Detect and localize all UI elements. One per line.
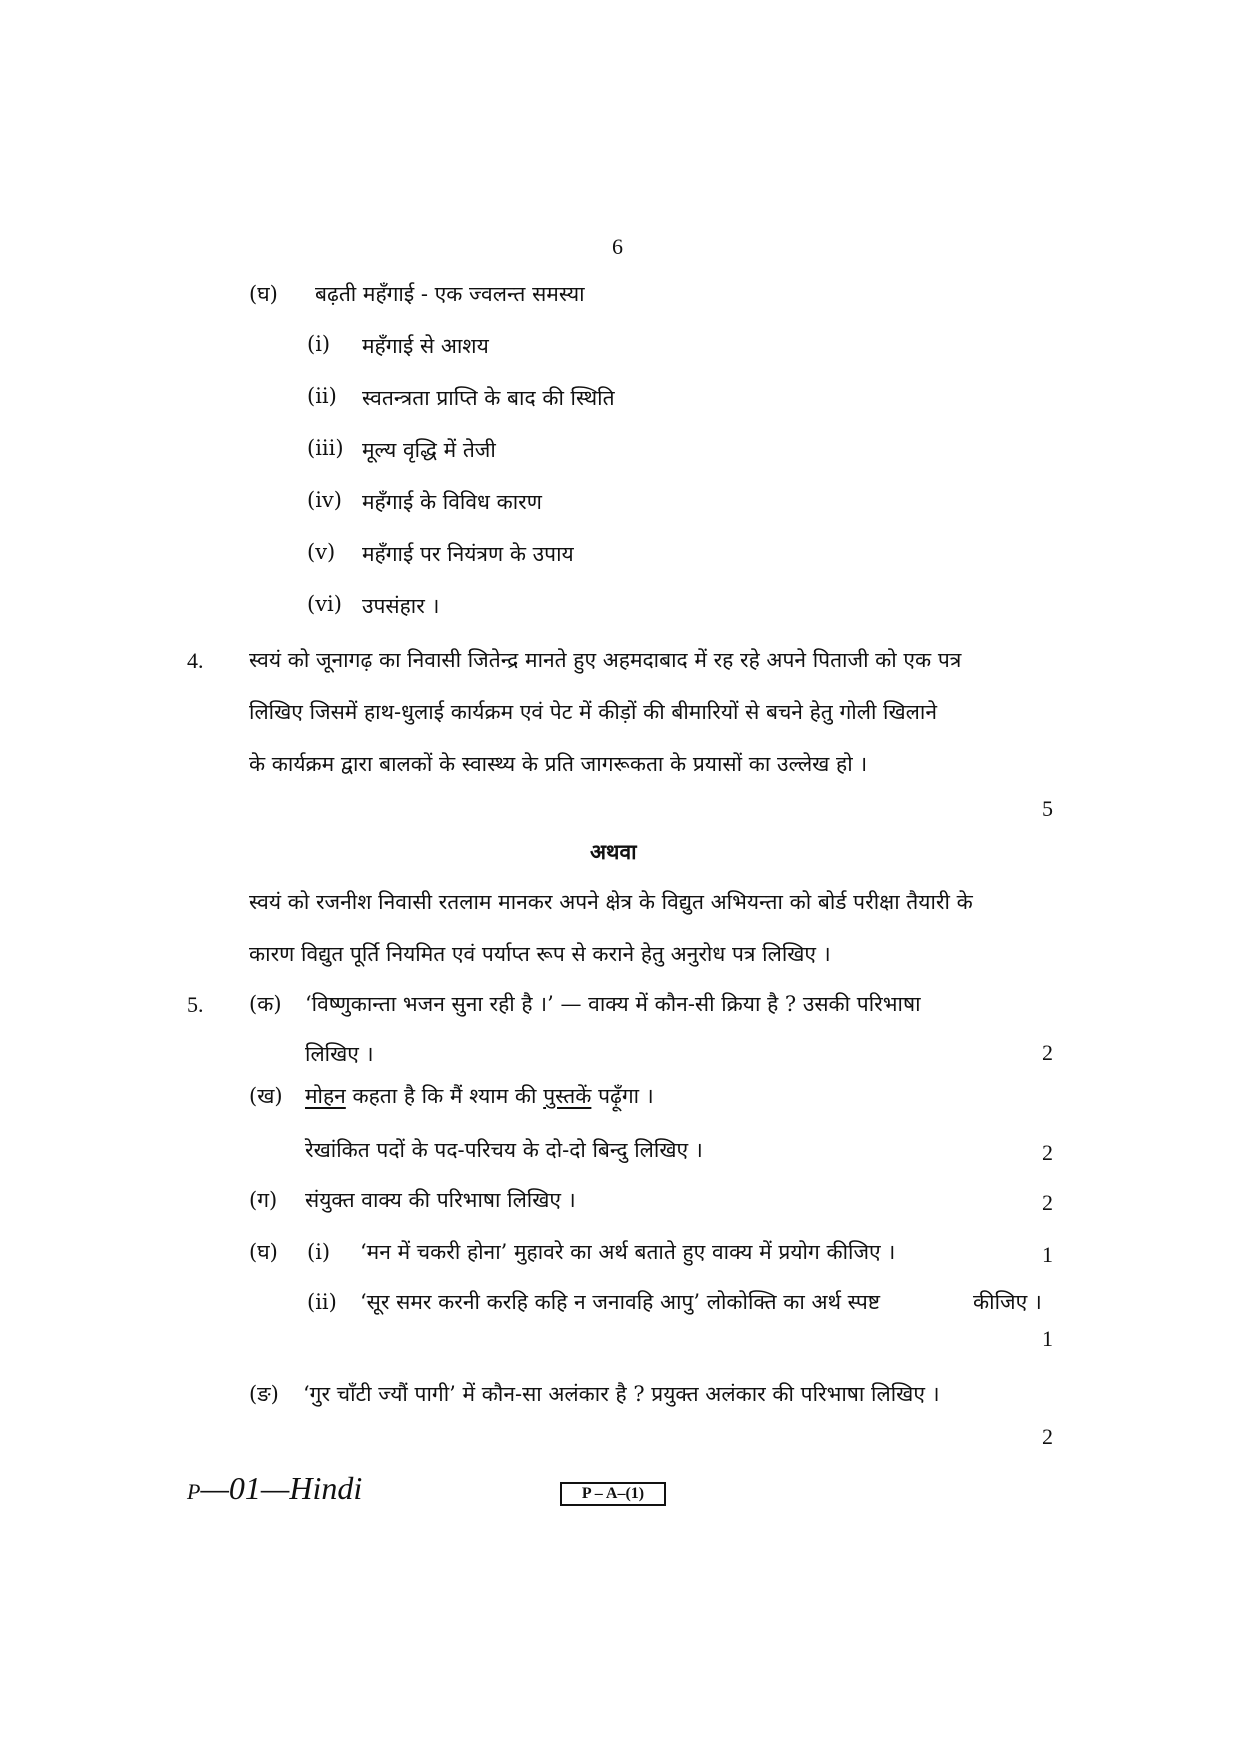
page-number: 6: [612, 234, 623, 259]
underlined-word: पुस्तकें: [543, 1084, 592, 1108]
set-code-box: P – A–(1): [560, 1482, 666, 1506]
q5-gha-ii-text: ‘सूर समर करनी करहि कहि न जनावहि आपु’ लोकोक्ति का अर्थ स्पष्ट: [360, 1290, 881, 1314]
q5-ka-line-1: ‘विष्णुकान्ता भजन सुना रही है ।’ — वाक्य में कौन-सी क्रिया है ? उसकी परिभाषा: [305, 992, 921, 1016]
outline-label: (i): [307, 332, 331, 356]
outline-item: महँगाई पर नियंत्रण के उपाय: [362, 542, 574, 566]
q5-nga-text: ‘गुर चाँटी ज्यौं पागी’ में कौन-सा अलंकार है ? प्रयुक्त अलंकार की परिभाषा लिखिए ।: [303, 1382, 940, 1406]
q5-nga-marks: 2: [1042, 1424, 1053, 1449]
subpart-roman-label: (i): [307, 1240, 331, 1264]
q5-ka-marks: 2: [1042, 1040, 1053, 1065]
paper-code-main: —01—Hindi: [200, 1470, 363, 1506]
outline-label: (ii): [307, 384, 337, 408]
q5-kha-marks: 2: [1042, 1140, 1053, 1165]
q5-gha-ii-end: कीजिए ।: [973, 1290, 1042, 1314]
q5-ga-text: संयुक्त वाक्य की परिभाषा लिखिए ।: [305, 1188, 576, 1212]
outline-item: स्वतन्त्रता प्राप्ति के बाद की स्थिति: [362, 386, 615, 410]
subpart-label: (ङ): [249, 1382, 279, 1406]
question-number: 5.: [187, 992, 204, 1017]
subpart-label: (ख): [249, 1084, 283, 1108]
subpart-label: (क): [249, 992, 282, 1016]
subpart-roman-label: (ii): [307, 1290, 337, 1314]
q4-alt-line-2: कारण विद्युत पूर्ति नियमित एवं पर्याप्त रूप से कराने हेतु अनुरोध पत्र लिखिए ।: [249, 942, 831, 966]
q4-line-2: लिखिए जिसमें हाथ-धुलाई कार्यक्रम एवं पेट में कीड़ों की बीमारियों से बचने हेतु गोली खिलाने: [249, 700, 938, 724]
underlined-word: मोहन: [305, 1084, 346, 1108]
q5-kha-sentence: [305, 1082, 654, 1110]
subpart-label: (घ): [249, 1240, 278, 1264]
outline-item: महँगाई के विविध कारण: [362, 490, 542, 514]
q5-ka-line-2: लिखिए ।: [305, 1042, 374, 1066]
outline-item: उपसंहार ।: [362, 594, 440, 618]
paper-code: [187, 1470, 362, 1507]
q4-alt-line-1: स्वयं को रजनीश निवासी रतलाम मानकर अपने क्षेत्र के विद्युत अभियन्ता को बोर्ड परीक्षा तैयारी के: [249, 890, 973, 914]
q5-gha-i-marks: 1: [1042, 1242, 1053, 1267]
q4-line-1: स्वयं को जूनागढ़ का निवासी जितेन्द्र मानते हुए अहमदाबाद में रह रहे अपने पिताजी को एक पत्र: [249, 648, 962, 672]
essay-title: बढ़ती महँगाई - एक ज्वलन्त समस्या: [315, 282, 585, 306]
or-heading: अथवा: [590, 839, 637, 864]
q5-kha-line-2: रेखांकित पदों के पद-परिचय के दो-दो बिन्दु लिखिए ।: [305, 1138, 703, 1162]
outline-item: महँगाई से आशय: [362, 334, 489, 358]
q5-gha-i-text: ‘मन में चकरी होना’ मुहावरे का अर्थ बताते हुए वाक्य में प्रयोग कीजिए ।: [360, 1240, 896, 1264]
subpart-label: (ग): [249, 1188, 278, 1212]
outline-item: मूल्य वृद्धि में तेजी: [362, 438, 496, 462]
q5-gha-ii-marks: 1: [1042, 1326, 1053, 1351]
outline-label: (v): [307, 540, 336, 564]
question-number: 4.: [187, 648, 204, 673]
outline-label: (iii): [307, 436, 344, 460]
sentence-middle: कहता है कि मैं श्याम की: [345, 1084, 544, 1108]
outline-label: (iv): [307, 488, 342, 512]
q4-line-3: के कार्यक्रम द्वारा बालकों के स्वास्थ्य के प्रति जागरूकता के प्रयासों का उल्लेख हो ।: [249, 752, 868, 776]
sentence-end: पढ़ूँगा ।: [591, 1084, 654, 1108]
outline-label: (vi): [307, 592, 342, 616]
paper-code-prefix: P: [187, 1479, 201, 1504]
q4-marks: 5: [1042, 796, 1053, 821]
q5-ga-marks: 2: [1042, 1190, 1053, 1215]
essay-label: (घ): [249, 282, 278, 306]
